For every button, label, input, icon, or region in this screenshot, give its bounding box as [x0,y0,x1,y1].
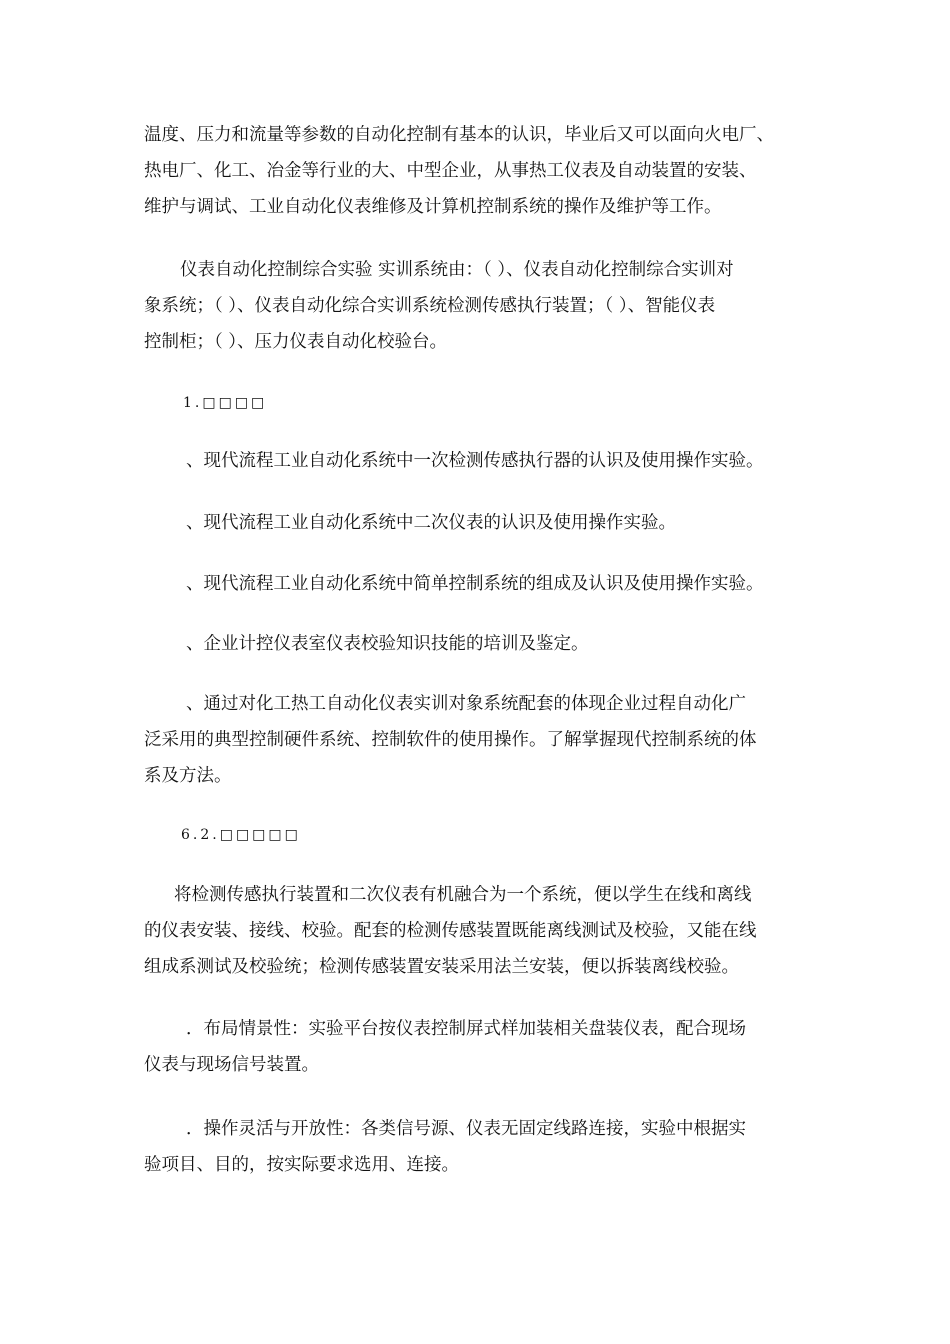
feature-item-2 [144,1111,824,1183]
item5-line-2: 泛采用的典型控制硬件系统、控制软件的使用操作。了解掌握现代控制系统的体 [144,730,757,750]
list-item-1: 、现代流程工业自动化系统中一次检测传感执行器的认识及使用操作实验。 [186,451,764,471]
feature-item-1 [144,1011,824,1083]
intro-line-3: 维护与调试、工业自动化仪表维修及计算机控制系统的操作及维护等工作。 [144,197,722,217]
item5-line-1: 、通过对化工热工自动化仪表实训对象系统配套的体现企业过程自动化广 [186,694,746,714]
list-item-2: 、现代流程工业自动化系统中二次仪表的认识及使用操作实验。 [186,513,676,533]
system-line-3: 控制柜；（ ）、压力仪表自动化校验台。 [144,332,448,352]
integration-line-2: 的仪表安装、接线、校验。配套的检测传感装置既能离线测试及校验，又能在线 [144,921,757,941]
intro-line-1: 温度、压力和流量等参数的自动化控制有基本的认识，毕业后又可以面向火电厂、 [144,125,774,145]
feature1-line-1: ．布局情景性：实验平台按仪表控制屏式样加装相关盘装仪表，配合现场 [186,1019,746,1039]
integration-line-1: 将检测传感执行装置和二次仪表有机融合为一个系统，便以学生在线和离线 [174,885,752,905]
feature2-line-1: ．操作灵活与开放性：各类信号源、仪表无固定线路连接，实验中根据实 [186,1119,746,1139]
feature1-line-2: 仪表与现场信号装置。 [144,1055,319,1075]
system-line-2: 象系统；（ ）、仪表自动化综合实训系统检测传感执行装置；（ ）、智能仪表 [144,296,716,316]
section-heading-1: 1.□□□□ [183,395,268,411]
integration-line-3: 组成系测试及校验统；检测传感装置安装采用法兰安装，便以拆装离线校验。 [144,957,739,977]
list-item-5 [144,686,824,794]
intro-paragraph [144,117,824,225]
system-paragraph [144,252,824,360]
system-line-1: 仪表自动化控制综合实验 实训系统由：（ ）、仪表自动化控制综合实训对 [180,260,734,280]
integration-paragraph [144,877,824,985]
list-item-3: 、现代流程工业自动化系统中简单控制系统的组成及认识及使用操作实验。 [186,574,764,594]
section-heading-2: 6.2.□□□□□ [181,827,301,843]
feature2-line-2: 验项目、目的，按实际要求选用、连接。 [144,1155,459,1175]
intro-line-2: 热电厂、化工、冶金等行业的大、中型企业，从事热工仪表及自动装置的安装、 [144,161,757,181]
item5-line-3: 系及方法。 [144,766,232,786]
list-item-4: 、企业计控仪表室仪表校验知识技能的培训及鉴定。 [186,634,589,654]
